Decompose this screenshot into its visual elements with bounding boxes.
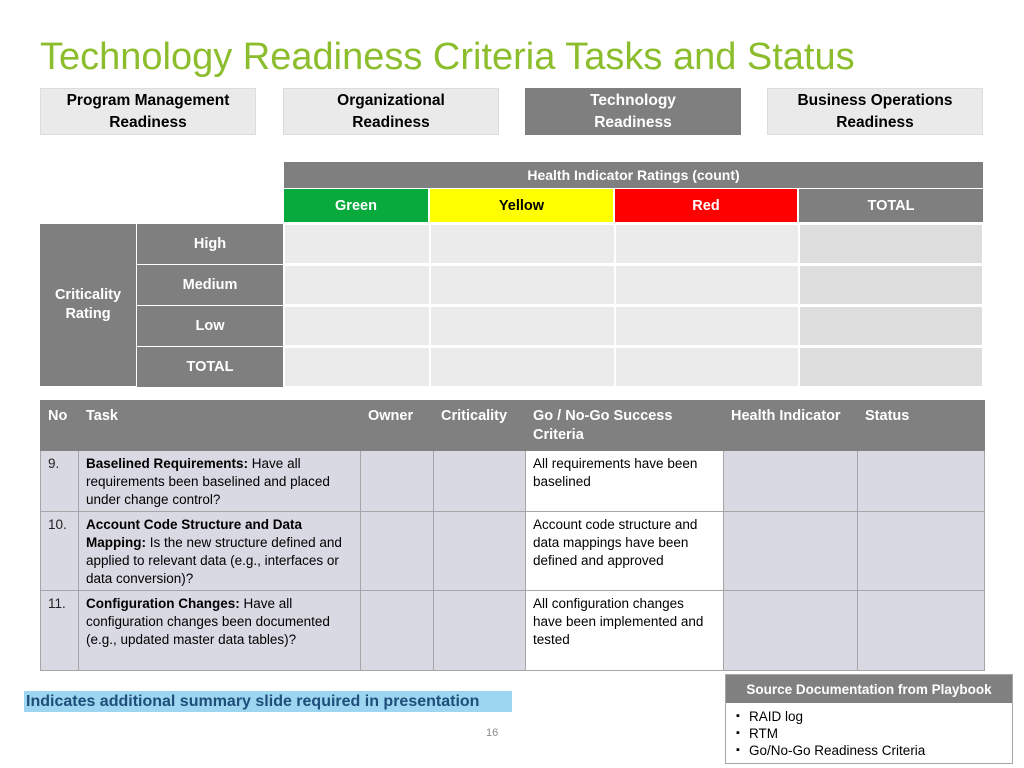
tab-label-line1: Organizational	[337, 91, 445, 109]
list-item	[736, 725, 1012, 742]
criticality-label-line2: Rating	[65, 306, 111, 322]
status-cell[interactable]	[858, 512, 985, 591]
header-status: Status	[858, 401, 985, 451]
criticality-cell[interactable]	[434, 591, 526, 671]
row-number: 11.	[41, 591, 79, 671]
column-red: Red	[615, 189, 799, 222]
owner-cell[interactable]	[361, 591, 434, 671]
header-no: No	[41, 401, 79, 451]
cell-high-green[interactable]	[284, 224, 430, 264]
column-yellow: Yellow	[430, 189, 615, 222]
tab-label-line2: Readiness	[109, 113, 187, 131]
table-row	[41, 451, 985, 512]
task-description: Is the new structure defined and applied to relevant data (e.g., interfaces or data conversion)?	[86, 535, 342, 586]
cell-total-green[interactable]	[284, 347, 430, 387]
source-item-label: RTM	[749, 726, 778, 741]
source-item-label: RAID log	[749, 709, 804, 724]
criteria-cell: All configuration changes have been implemented and tested	[526, 591, 724, 671]
status-cell[interactable]	[858, 451, 985, 512]
tab-label-line2: Readiness	[352, 113, 430, 131]
tab-technology-readiness[interactable]	[525, 88, 741, 135]
cell-total-red[interactable]	[615, 347, 799, 387]
cell-medium-green[interactable]	[284, 265, 430, 305]
source-documentation-list	[726, 703, 1012, 759]
tab-label-line1: Business Operations	[797, 91, 953, 109]
readiness-tabs	[0, 88, 1024, 136]
health-indicator-cell[interactable]	[724, 451, 858, 512]
health-indicator-header: Health Indicator Ratings (count)	[284, 162, 983, 188]
bullet-icon: ▪	[736, 710, 740, 722]
cell-low-total[interactable]	[799, 306, 983, 346]
cell-total-total[interactable]	[799, 347, 983, 387]
cell-high-total[interactable]	[799, 224, 983, 264]
tab-organizational-readiness[interactable]	[283, 88, 499, 135]
table-row	[41, 512, 985, 591]
task-cell	[79, 512, 361, 591]
criticality-cell[interactable]	[434, 451, 526, 512]
tab-label-line2: Readiness	[836, 113, 914, 131]
tab-business-operations-readiness[interactable]	[767, 88, 983, 135]
cell-low-red[interactable]	[615, 306, 799, 346]
criteria-cell: All requirements have been baselined	[526, 451, 724, 512]
summary-slide-footnote: Indicates additional summary slide required in presentation	[24, 691, 512, 712]
cell-high-yellow[interactable]	[430, 224, 615, 264]
bullet-icon: ▪	[736, 727, 740, 739]
task-title: Configuration Changes:	[86, 596, 240, 611]
row-total: TOTAL	[137, 347, 283, 387]
cell-medium-red[interactable]	[615, 265, 799, 305]
row-high: High	[137, 224, 283, 264]
task-title: Baselined Requirements:	[86, 456, 249, 471]
cell-high-red[interactable]	[615, 224, 799, 264]
owner-cell[interactable]	[361, 451, 434, 512]
cell-low-green[interactable]	[284, 306, 430, 346]
status-cell[interactable]	[858, 591, 985, 671]
row-number: 9.	[41, 451, 79, 512]
criticality-label-line1: Criticality	[54, 287, 122, 303]
cell-medium-total[interactable]	[799, 265, 983, 305]
source-item-label: Go/No-Go Readiness Criteria	[749, 743, 926, 758]
task-description: Have all requirements been baselined and placed under change control?	[86, 456, 330, 507]
page-title: Technology Readiness Criteria Tasks and Status	[40, 36, 855, 78]
cell-total-yellow[interactable]	[430, 347, 615, 387]
bullet-icon: ▪	[736, 744, 740, 756]
task-cell	[79, 451, 361, 512]
tab-label-line1: Program Management	[66, 91, 230, 109]
header-health-indicator: Health Indicator	[724, 401, 858, 451]
task-title: Account Code Structure and Data Mapping:	[86, 517, 303, 550]
criteria-cell: Account code structure and data mappings have been defined and approved	[526, 512, 724, 591]
list-item	[736, 742, 1012, 759]
owner-cell[interactable]	[361, 512, 434, 591]
health-indicator-cell[interactable]	[724, 591, 858, 671]
table-header-row	[41, 401, 985, 451]
cell-medium-yellow[interactable]	[430, 265, 615, 305]
row-number: 10.	[41, 512, 79, 591]
header-criticality: Criticality	[434, 401, 526, 451]
tab-program-management-readiness[interactable]	[40, 88, 256, 135]
header-owner: Owner	[361, 401, 434, 451]
source-documentation-header: Source Documentation from Playbook	[726, 675, 1012, 703]
task-description: Have all configuration changes been documented (e.g., updated master data tables)?	[86, 596, 330, 647]
tab-label-line1: Technology	[590, 91, 676, 109]
tab-label-line2: Readiness	[594, 113, 672, 131]
row-medium: Medium	[137, 265, 283, 305]
source-documentation-box	[725, 674, 1013, 764]
header-task: Task	[79, 401, 361, 451]
header-criteria: Go / No-Go Success Criteria	[526, 401, 724, 451]
page-number: 16	[486, 727, 499, 739]
task-cell	[79, 591, 361, 671]
health-indicator-cell[interactable]	[724, 512, 858, 591]
cell-low-yellow[interactable]	[430, 306, 615, 346]
criticality-rating-label	[40, 224, 136, 386]
table-row	[41, 591, 985, 671]
row-low: Low	[137, 306, 283, 346]
list-item	[736, 708, 1012, 725]
criticality-cell[interactable]	[434, 512, 526, 591]
column-green: Green	[284, 189, 430, 222]
tasks-table	[40, 400, 985, 671]
column-total: TOTAL	[799, 189, 983, 222]
